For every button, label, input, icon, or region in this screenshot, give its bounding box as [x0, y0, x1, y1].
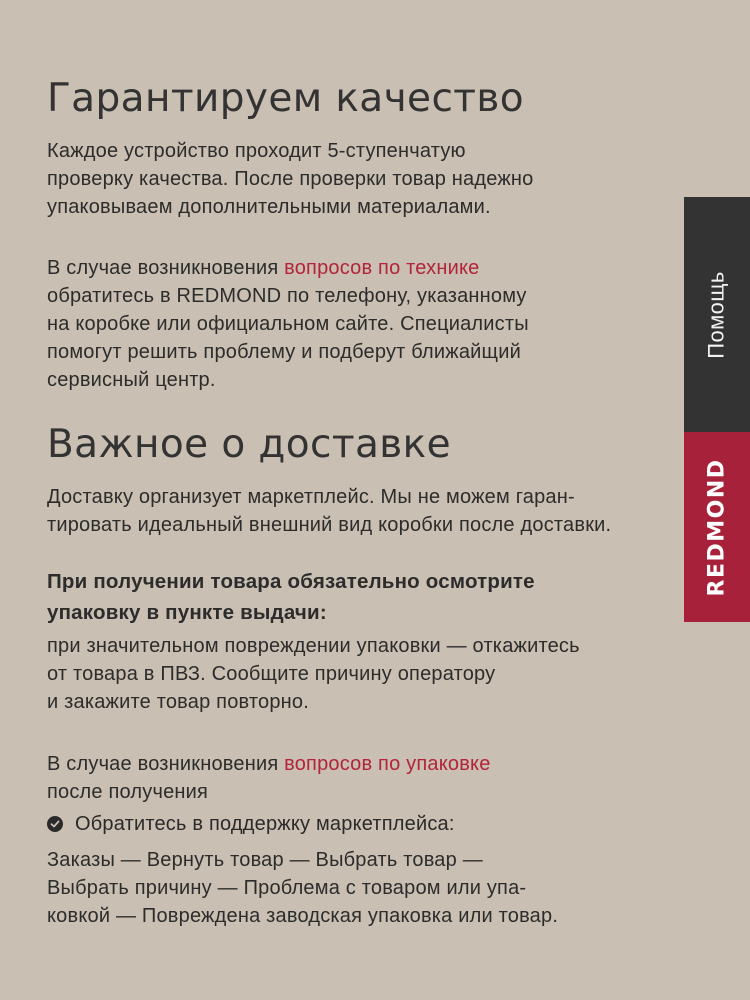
check-icon	[50, 819, 60, 829]
text-segment: В случае возникновения	[47, 753, 285, 775]
return-path	[47, 846, 558, 930]
delivery-paragraph-3	[47, 750, 491, 806]
help-tab[interactable]	[684, 197, 750, 432]
delivery-bold-notice	[47, 566, 535, 628]
text-line: обратитесь в REDMOND по телефону, указанному	[47, 285, 527, 307]
text-line: Доставку организует маркетплейс. Мы не можем гаран-	[47, 486, 575, 508]
text-line: от товара в ПВЗ. Сообщите причину оператору	[47, 663, 496, 685]
text-line	[47, 750, 491, 778]
text-line: тировать идеальный внешний вид коробки после доставки.	[47, 514, 612, 536]
support-check-row	[47, 810, 455, 838]
text-line: упаковку в пункте выдачи:	[47, 601, 327, 624]
help-tab-label: Помощь	[704, 270, 729, 359]
delivery-title: Важное о доставке	[47, 422, 452, 467]
check-circle-icon	[47, 816, 63, 832]
text-line: после получения	[47, 781, 209, 803]
delivery-paragraph-1	[47, 483, 611, 539]
quality-paragraph-1	[47, 137, 533, 221]
text-line: на коробке или официальном сайте. Специалисты	[47, 313, 529, 335]
quality-paragraph-2	[47, 254, 529, 394]
text-line: ковкой — Повреждена заводская упаковка или товар.	[47, 905, 559, 927]
tech-questions-link[interactable]: вопросов по технике	[284, 257, 480, 279]
text-line: Заказы — Вернуть товар — Выбрать товар —	[47, 849, 483, 871]
packaging-questions-link[interactable]: вопросов по упаковке	[284, 753, 491, 775]
text-line: сервисный центр.	[47, 369, 216, 391]
quality-title: Гарантируем качество	[47, 76, 525, 121]
brand-tab	[684, 432, 750, 622]
redmond-logo: REDMOND	[704, 458, 730, 596]
text-line	[47, 254, 529, 282]
text-line: Выбрать причину — Проблема с товаром или упа-	[47, 877, 527, 899]
text-line: и закажите товар повторно.	[47, 691, 310, 713]
text-segment: В случае возникновения	[47, 257, 285, 279]
support-text: Обратитесь в поддержку маркетплейса:	[75, 813, 455, 835]
text-line: При получении товара обязательно осмотрите	[47, 570, 535, 593]
text-line: проверку качества. После проверки товар надежно	[47, 168, 534, 190]
text-line: помогут решить проблему и подберут ближайщий	[47, 341, 521, 363]
text-line: упаковываем дополнительными материалами.	[47, 196, 491, 218]
text-line: Каждое устройство проходит 5-ступенчатую	[47, 140, 466, 162]
delivery-paragraph-2	[47, 632, 580, 716]
text-line: при значительном повреждении упаковки — откажитесь	[47, 635, 580, 657]
